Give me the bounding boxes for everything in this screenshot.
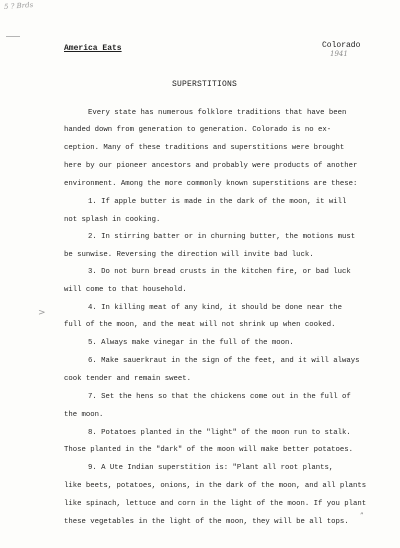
- text-line: 8. Potatoes planted in the "light" of the moon run to stalk.: [88, 429, 351, 437]
- page-title: SUPERSTITIONS: [172, 80, 238, 89]
- text-line: environment. Among the more commonly known superstitions are these:: [64, 180, 358, 188]
- text-line: Those planted in the "dark" of the moon will make better potatoes.: [64, 446, 354, 454]
- text-line: not splash in cooking.: [64, 216, 161, 224]
- text-line: like beets, potatoes, onions, in the dark of the moon, and all plants: [64, 482, 367, 490]
- text-line: 3. Do not burn bread crusts in the kitchen fire, or bad luck: [88, 268, 351, 276]
- handwritten-year: 1941: [330, 50, 348, 58]
- text-line: will come to that household.: [64, 286, 187, 294]
- margin-note: 5 ? Brds: [3, 0, 34, 12]
- text-line: 5. Always make vinegar in the full of the moon.: [88, 339, 294, 347]
- text-line: here by our pioneer ancestors and probably were products of another: [64, 162, 358, 170]
- text-line: ception. Many of these traditions and superstitions were brought: [64, 144, 345, 152]
- text-line: 2. In stirring batter or in churning butter, the motions must: [88, 233, 356, 241]
- text-line: be sunwise. Reversing the direction will invite bad luck.: [64, 251, 314, 259]
- margin-arrow-mark: >: [38, 308, 46, 318]
- handwritten-quote-mark: ”: [360, 512, 364, 520]
- text-line: 7. Set the hens so that the chickens come out in the full of: [88, 393, 351, 401]
- text-line: full of the moon, and the meat will not shrink up when cooked.: [64, 321, 336, 329]
- text-line: 9. A Ute Indian superstition is: "Plant all root plants,: [88, 464, 334, 472]
- text-line: 1. If apple butter is made in the dark of the moon, it will: [88, 198, 347, 206]
- text-line: the moon.: [64, 411, 104, 419]
- text-line: like spinach, lettuce and corn in the light of the moon. If you plant: [64, 500, 367, 508]
- text-line: 4. In killing meat of any kind, it should be done near the: [88, 304, 342, 312]
- text-line: handed down from generation to generation. Colorado is no ex-: [64, 126, 332, 134]
- text-line: Every state has numerous folklore traditions that have been: [88, 109, 347, 117]
- state-name: Colorado: [322, 41, 361, 50]
- text-line: cook tender and remain sweet.: [64, 375, 191, 383]
- series-title: America Eats: [64, 44, 122, 53]
- margin-dash-mark: [6, 36, 20, 37]
- text-line: these vegetables in the light of the moon, they will be all tops.: [64, 518, 349, 526]
- text-line: 6. Make sauerkraut in the sign of the feet, and it will always: [88, 357, 360, 365]
